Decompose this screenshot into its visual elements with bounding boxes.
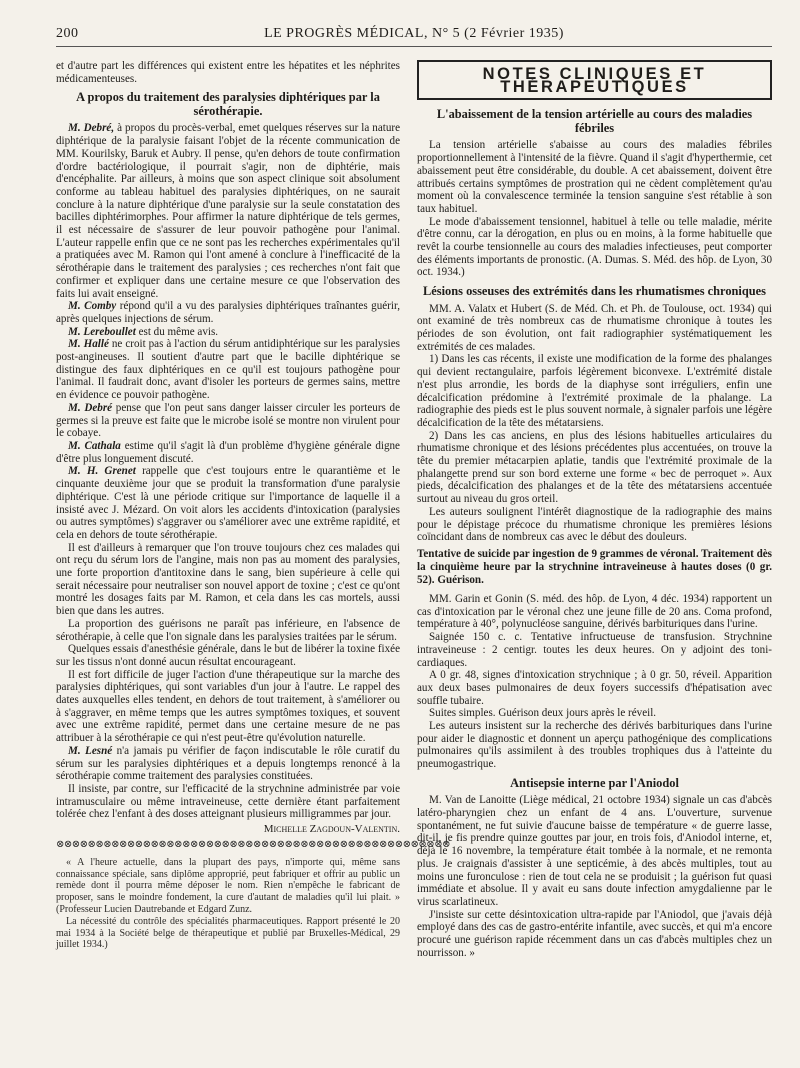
page-number: 200	[56, 26, 79, 41]
paragraph: J'insiste sur cette désintoxication ultra-rapide par l'Aniodol, que j'avais déjà employé dans des cas de gastro-entérite infantile, avec succès, et qui m'a encore procuré une guérison rapide récemment dans un cas d'abcès multiples chez un nourrisson. »	[417, 908, 772, 959]
ornament-divider: ⊗⊗⊗⊗⊗⊗⊗⊗⊗⊗⊗⊗⊗⊗⊗⊗⊗⊗⊗⊗⊗⊗⊗⊗⊗⊗⊗⊗⊗⊗⊗⊗⊗⊗⊗⊗⊗⊗⊗⊗⊗⊗⊗⊗⊗⊗⊗⊗⊗⊗	[56, 838, 450, 850]
left-column	[56, 60, 450, 951]
paragraph: 1) Dans les cas récents, il existe une modification de la forme des phalanges qui devient rectangulaire, parfois légèrement biconvexe. L'extrémité distale n'est plus arrondie, les bords de la diaphyse sont irréguliers, enfin une décalcification prédomine à l'extrémité proximale de la phalange. La radiographie des pieds est le plus souvent normale, à signaler parfois une légère décalcification de la tête des métatarsiens.	[417, 353, 772, 429]
paragraph: MM. A. Valatx et Hubert (S. de Méd. Ch. et Ph. de Toulouse, oct. 1934) qui ont examiné de très nombreux cas de rhumatisme chronique à toutes les périodes de son évolution, ont fait radiographier systématiquement les extrémités de ces malades.	[417, 302, 772, 353]
paragraph: 2) Dans les cas anciens, en plus des lésions habituelles articulaires du rhumatisme chronique et des lésions précédentes plus accentuées, on trouve la tête du premier métacarpien aplatie, tandis que l'extrémité proximale de la phalangette prend sur son bord externe une forme « bec de perroquet ». Aux pieds, décalcification des phalanges et de la tête des métatarsiens accentuée surtout au niveau du gros orteil.	[417, 429, 772, 506]
paragraph: M. Lesné n'a jamais pu vérifier de façon indiscutable le rôle curatif du sérum sur les paralysies diphtériques et a depuis longtemps renoncé à la sérothérapie comme traitement des paralysies constituées.	[56, 744, 400, 783]
paragraph: M. Van de Lanoitte (Liège médical, 21 octobre 1934) signale un cas d'abcès latéro-pharyngien chez un enfant de 4 ans. L'ouverture, survenue spontanément, ne fut suivie d'aucune baisse de température « de guerre lasse, dit-il, je fis prendre quinze gouttes par jour, en trois fois, d'Aniodol interne, et, déjà le 16 novembre, la température était tombée à la normale, et ne remonta plus. Je craignais d'assister à une septicémie, à des abcès multiples, tout au moins une furonculose : rien de tout cela ne se produisit ; la guérison fut quasi immédiate et absolue. Il y avait eu sans doute infection amygdalienne par le virus scarlatineux.	[417, 794, 772, 908]
signature: Michelle Zagdoun-Valentin.	[263, 823, 400, 836]
paragraph: Le mode d'abaissement tensionnel, habituel à telle ou telle maladie, mérite d'être connu, car la dérogation, en plus ou en moins, à la forme habituelle que revêt la courbe tensionnelle au cours des maladies infectieuses, peut comporter des éléments importants de pronostic. (A. Dumas. S. Méd. des hôp. de Lyon, 30 oct. 1934.)	[417, 215, 772, 279]
paragraph: Il insiste, par contre, sur l'efficacité de la strychnine administrée par voie intramusculaire ou même intraveineuse, cette dernière étant parfaitement tolérée chez l'enfant à des doses atteignant plusieurs milligrammes par jour.	[56, 782, 400, 821]
paragraph: Les auteurs soulignent l'intérêt diagnostique de la radiographie des mains pour le dépistage précoce du rhumatisme chronique les premières lésions coïncidant dans de nombreux cas avec le début des douleurs.	[417, 505, 772, 544]
header-rule	[56, 46, 772, 47]
right-column	[417, 60, 772, 959]
paragraph: Saignée 150 c. c. Tentative infructueuse de transfusion. Strychnine intraveineuse : 2 centigr. toutes les deux heures. On y adjoint des toni-cardiaques.	[417, 631, 772, 669]
note-heading-veronal: Tentative de suicide par ingestion de 9 grammes de véronal. Traitement dès la cinquième heure par la strychnine intraveineuse à hautes doses (0 gr. 52). Guérison.	[417, 548, 772, 586]
paragraph: Quelques essais d'anesthésie générale, dans le but de libérer la toxine fixée sur les tissus n'ont donné aucun résultat encourageant.	[56, 643, 400, 668]
intro-paragraph: et d'autre part les différences qui existent entre les hépatites et les néphrites médicamenteuses.	[56, 60, 400, 85]
note-heading-aniodol: Antisepsie interne par l'Aniodol	[510, 775, 679, 790]
paragraph: La tension artérielle s'abaisse au cours des maladies fébriles proportionnellement à l'intensité de la fièvre. Quand il s'agit d'hyperthermie, cet abaissement peut être considérable, du double. A cet abaissement, doivent être attribués certains symptômes de prostration qui ne cèdent complètement qu'au moment où la convalescence terminée la tension sanguine s'est rétablie à son taux habituel.	[417, 139, 772, 215]
paragraph: Suites simples. Guérison deux jours après le réveil.	[429, 707, 657, 720]
paragraph: M. Debré, à propos du procès-verbal, emet quelques réserves sur la nature diphtérique de la paralysie faisant l'objet de la récente communication de MM. Kourilsky, Baruk et Aubry. Il pense, qu'en dehors de toute confirmation d'ordre bactériologique, il pourrait s'agir, non de diphtérie, mais d'encéphalite. Par ailleurs, à moins que son aspect clinique soit absolument conforme au tableau habituel des paralysies diphtériques, on ne saurait conclure à la nature diphtérique d'une paralysie sur la seule constatation des bacilles diphtérimorphes. Pour affirmer la nature diphtérique de tels germes, il est nécessaire de s'assurer de leur pouvoir pathogène pour l'animal. L'auteur rappelle enfin que ce ne sont pas les recherches expérimentales qu'il a pratiquées avec M. Ramon qui l'ont amené à conclure à l'inefficacité de la sérothérapie dans le traitement des paralysies ; ces recherches n'ont fait que confirmer et expliquer dans une certaine mesure ce que l'observation des faits lui avait enseigné.	[56, 122, 400, 300]
quote-paragraph: La nécessité du contrôle des spécialités pharmaceutiques. Rapport présenté le 20 mai 1934 à la Société belge de thérapeutique et publié par Bruxelles-Médical, 29 juillet 1934.)	[56, 915, 400, 951]
quote-paragraph: « A l'heure actuelle, dans la plupart des pays, n'importe qui, même sans connaissance spéciale, sans diplôme approprié, peut fabriquer et offrir au public un remède dont il pourra même déposer le nom. Rien n'empêche le fabricant de proposer, sans le moindre fondement, la cure d'autant de maladies qu'il lui plait. » (Professeur Lucien Dautrebande et Edgard Zunz.	[56, 856, 400, 915]
paragraph: M. Debré pense que l'on peut sans danger laisser circuler les porteurs de germes si la preuve est faite que le microbe isolé se montre non virulent pour le cobaye.	[56, 401, 400, 440]
journal-title: LE PROGRÈS MÉDICAL, N° 5 (2 Février 1935)	[264, 26, 564, 41]
paragraph: Il est d'ailleurs à remarquer que l'on trouve toujours chez ces malades qui ont reçu du sérum lors de l'angine, mais non pas au moment des paralysies, une forte proportion d'antitoxine dans le sang, bien supérieure à celle qui serait nécessaire pour neutraliser son nouvel apport de toxine ; c'est ce qu'ont montré les dosages faits par M. Ramon, et cela dans les cas mortels, aussi bien que dans les autres.	[56, 541, 400, 618]
paragraph: M. Hallé ne croit pas à l'action du sérum antidiphtérique sur les paralysies post-angineuses. Il soutient d'autre part que le bacille diphtérique se distingue des faux diphtériques en ce qu'il est toujours pathogène pour l'animal. Il faudrait donc, avant d'isoler les porteurs de germes sains, mettre en évidence ce pouvoir pathogène.	[56, 338, 400, 402]
paragraph: M. Comby répond qu'il a vu des paralysies diphtériques traînantes guérir, après quelques injections de sérum.	[56, 300, 400, 325]
paragraph: M. Cathala estime qu'il s'agit là d'un problème d'hygiène générale digne d'être plus longuement discuté.	[56, 439, 400, 465]
paragraph: La proportion des guérisons ne paraît pas inférieure, en l'absence de sérothérapie, à celle que l'on signale dans les paralysies traitées par le sérum.	[56, 617, 400, 643]
paragraph: MM. Garin et Gonin (S. méd. des hôp. de Lyon, 4 déc. 1934) rapportent un cas d'intoxication par le véronal chez une jeune fille de 20 ans. Coma profond, température à 40°, polynucléose sanguine, dérivés barbituriques dans l'urine.	[417, 593, 772, 631]
section-box-title: NOTES CLINIQUES ET THÉRAPEUTIQUES	[417, 60, 772, 100]
paragraph: M. H. Grenet rappelle que c'est toujours entre le quarantième et le cinquante deuxième jour que se produit la transformation d'une paralysie diphtérique. C'est là une période critique sur l'importance de laquelle il a insisté avec J. Mézard. On voit alors les accidents d'intoxication (paralysies ou autres symptômes) s'aggraver ou s'améliorer avec une extrême rapidité, et cela en dehors de toute sérothérapie.	[56, 465, 400, 541]
paragraph: Les auteurs insistent sur la recherche des dérivés barbituriques dans l'urine pour aider le diagnostic et donnent un aperçu pathogénique des complications pulmonaires qu'ils assimilent à des troubles trophiques dus à l'atteinte du pneumogastrique.	[417, 720, 772, 771]
note-heading-blood-pressure: L'abaissement de la tension artérielle au cours des maladies fébriles	[436, 107, 753, 135]
running-header	[56, 26, 772, 44]
section-heading-diphtheria: A propos du traitement des paralysies diphtériques par la sérothérapie.	[76, 90, 380, 118]
paragraph: Il est fort difficile de juger l'action d'une thérapeutique sur la marche des paralysies diphtériques, qui sont variables d'un jour à l'autre. Le rappel des dates auxquelles elles tendent, en dehors de tout traitement, à s'améliorer ou à s'aggraver, en même temps que les autres symptômes toxiques, et souvent avec une extrême rapidité, permet dans une certaine mesure de ne pas attribuer à la sérothérapie ce qui n'est peut-être qu'évolution naturelle.	[56, 668, 400, 745]
note-heading-bone-lesions: Lésions osseuses des extrémités dans les rhumatismes chroniques	[423, 284, 766, 299]
paragraph: M. Lereboullet est du même avis.	[68, 325, 219, 338]
paragraph: A 0 gr. 48, signes d'intoxication strychnique ; à 0 gr. 50, réveil. Apparition aux deux bases pulmonaires de deux foyers successifs d'hépatisation avec souffle tubaire.	[417, 669, 772, 707]
quotation-block	[56, 857, 400, 951]
